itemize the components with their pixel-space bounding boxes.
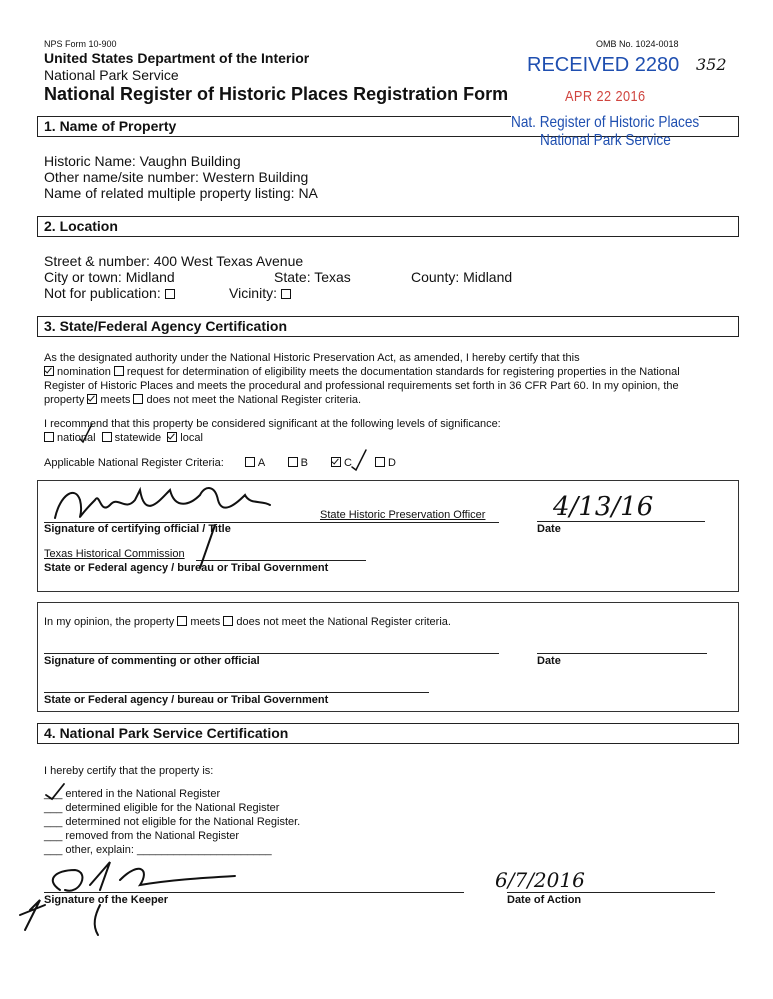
opinion-label: In my opinion, the property: [44, 616, 175, 628]
criteria-label: Applicable National Register Criteria:: [44, 457, 224, 469]
option-label: entered in the National Register: [65, 788, 221, 800]
entered-checkmark: [46, 784, 64, 799]
commenting-label: Signature of commenting or other official: [44, 655, 260, 667]
multiple-listing: Name of related multiple property listing: NA: [44, 185, 318, 201]
service-stamp: National Park Service: [540, 132, 671, 149]
not-for-publication-label: Not for publication:: [44, 285, 161, 301]
register-stamp: Nat. Register of Historic Places: [511, 114, 700, 131]
date-stamp: APR 22 2016: [565, 88, 646, 105]
para-line: Register of Historic Places and meets the procedural and professional requirements set forth in 36 CFR Part 60. In my opinion, the: [44, 380, 679, 392]
local-checkmark: [80, 424, 92, 442]
level-label: local: [180, 432, 203, 444]
property-label: property: [44, 394, 85, 406]
received-stamp: RECEIVED 2280: [527, 54, 680, 76]
option-label: other, explain:: [65, 844, 134, 856]
vicinity-label: Vicinity:: [229, 285, 277, 301]
other-name: Other name/site number: Western Building: [44, 169, 309, 185]
level-label: statewide: [114, 432, 162, 444]
certifying-signature: [55, 488, 270, 518]
state: State: Texas: [274, 269, 351, 285]
agency: National Park Service: [44, 67, 179, 83]
keeper-label: Signature of the Keeper: [44, 894, 169, 906]
criteria-c-checkmark: [352, 450, 366, 470]
keeper-initial: [20, 900, 100, 935]
opinion-not-label: does not meet the National Register criteria.: [236, 616, 451, 628]
request-label: request for determination of eligibility meets the documentation standards for registering properties in the National: [126, 366, 680, 378]
handwritten-number: 352: [696, 55, 727, 74]
nomination-label: nomination: [57, 366, 111, 378]
agency-label: State or Federal agency / bureau or Tribal Government: [44, 694, 329, 706]
option-eligible[interactable]: ___ determined eligible for the National Register: [44, 802, 280, 814]
criteria-label: B: [300, 457, 308, 469]
county: County: Midland: [411, 269, 513, 285]
option-label: determined eligible for the National Register: [65, 802, 280, 814]
option-other[interactable]: ___ other, explain: ______________________: [44, 844, 272, 856]
action-date-label: Date of Action: [507, 894, 582, 906]
signature-label: Signature of certifying official / Title: [44, 523, 231, 535]
historic-name: Historic Name: Vaughn Building: [44, 153, 241, 169]
not-meet-label: does not meet the National Register criteria.: [146, 394, 362, 406]
date-label: Date: [537, 655, 561, 667]
omb-number: OMB No. 1024-0018: [596, 39, 679, 49]
department: United States Department of the Interior: [44, 50, 310, 66]
official-title: State Historic Preservation Officer: [320, 509, 486, 521]
signature-stroke: [200, 525, 215, 568]
street: Street & number: 400 West Texas Avenue: [44, 253, 304, 269]
form-number: NPS Form 10-900: [44, 39, 117, 49]
section-heading: 4. National Park Service Certification: [44, 725, 289, 741]
option-not-eligible[interactable]: ___ determined not eligible for the National Register.: [44, 816, 301, 828]
option-entered[interactable]: ___ entered in the National Register: [44, 788, 221, 800]
option-removed[interactable]: ___ removed from the National Register: [44, 830, 240, 842]
keeper-signature: [53, 862, 235, 891]
option-label: determined not eligible for the National Register.: [65, 816, 301, 828]
option-label: removed from the National Register: [65, 830, 240, 842]
agency-value: Texas Historical Commission: [44, 548, 185, 560]
meets-label: meets: [100, 394, 131, 406]
city: City or town: Midland: [44, 269, 175, 285]
certify-intro: I hereby certify that the property is:: [44, 765, 214, 777]
opinion-meets-label: meets: [190, 616, 221, 628]
criteria-label: D: [388, 457, 396, 469]
signed-date: 4/13/16: [553, 492, 654, 522]
recommend-text: I recommend that this property be considered significant at the following levels of significance:: [44, 418, 501, 430]
criteria-label: C: [344, 457, 352, 469]
action-date: 6/7/2016: [495, 868, 585, 892]
criteria-label: A: [257, 457, 265, 469]
date-label: Date: [537, 523, 561, 535]
form-title: National Register of Historic Places Registration Form: [44, 84, 509, 104]
section-heading: 1. Name of Property: [44, 118, 177, 134]
section-heading: 2. Location: [44, 218, 118, 234]
level-label: national: [57, 432, 96, 444]
agency-label: State or Federal agency / bureau or Tribal Government: [44, 562, 329, 574]
section-heading: 3. State/Federal Agency Certification: [44, 318, 287, 334]
para-line: As the designated authority under the National Historic Preservation Act, as amended, I hereby certify that this: [44, 352, 580, 364]
